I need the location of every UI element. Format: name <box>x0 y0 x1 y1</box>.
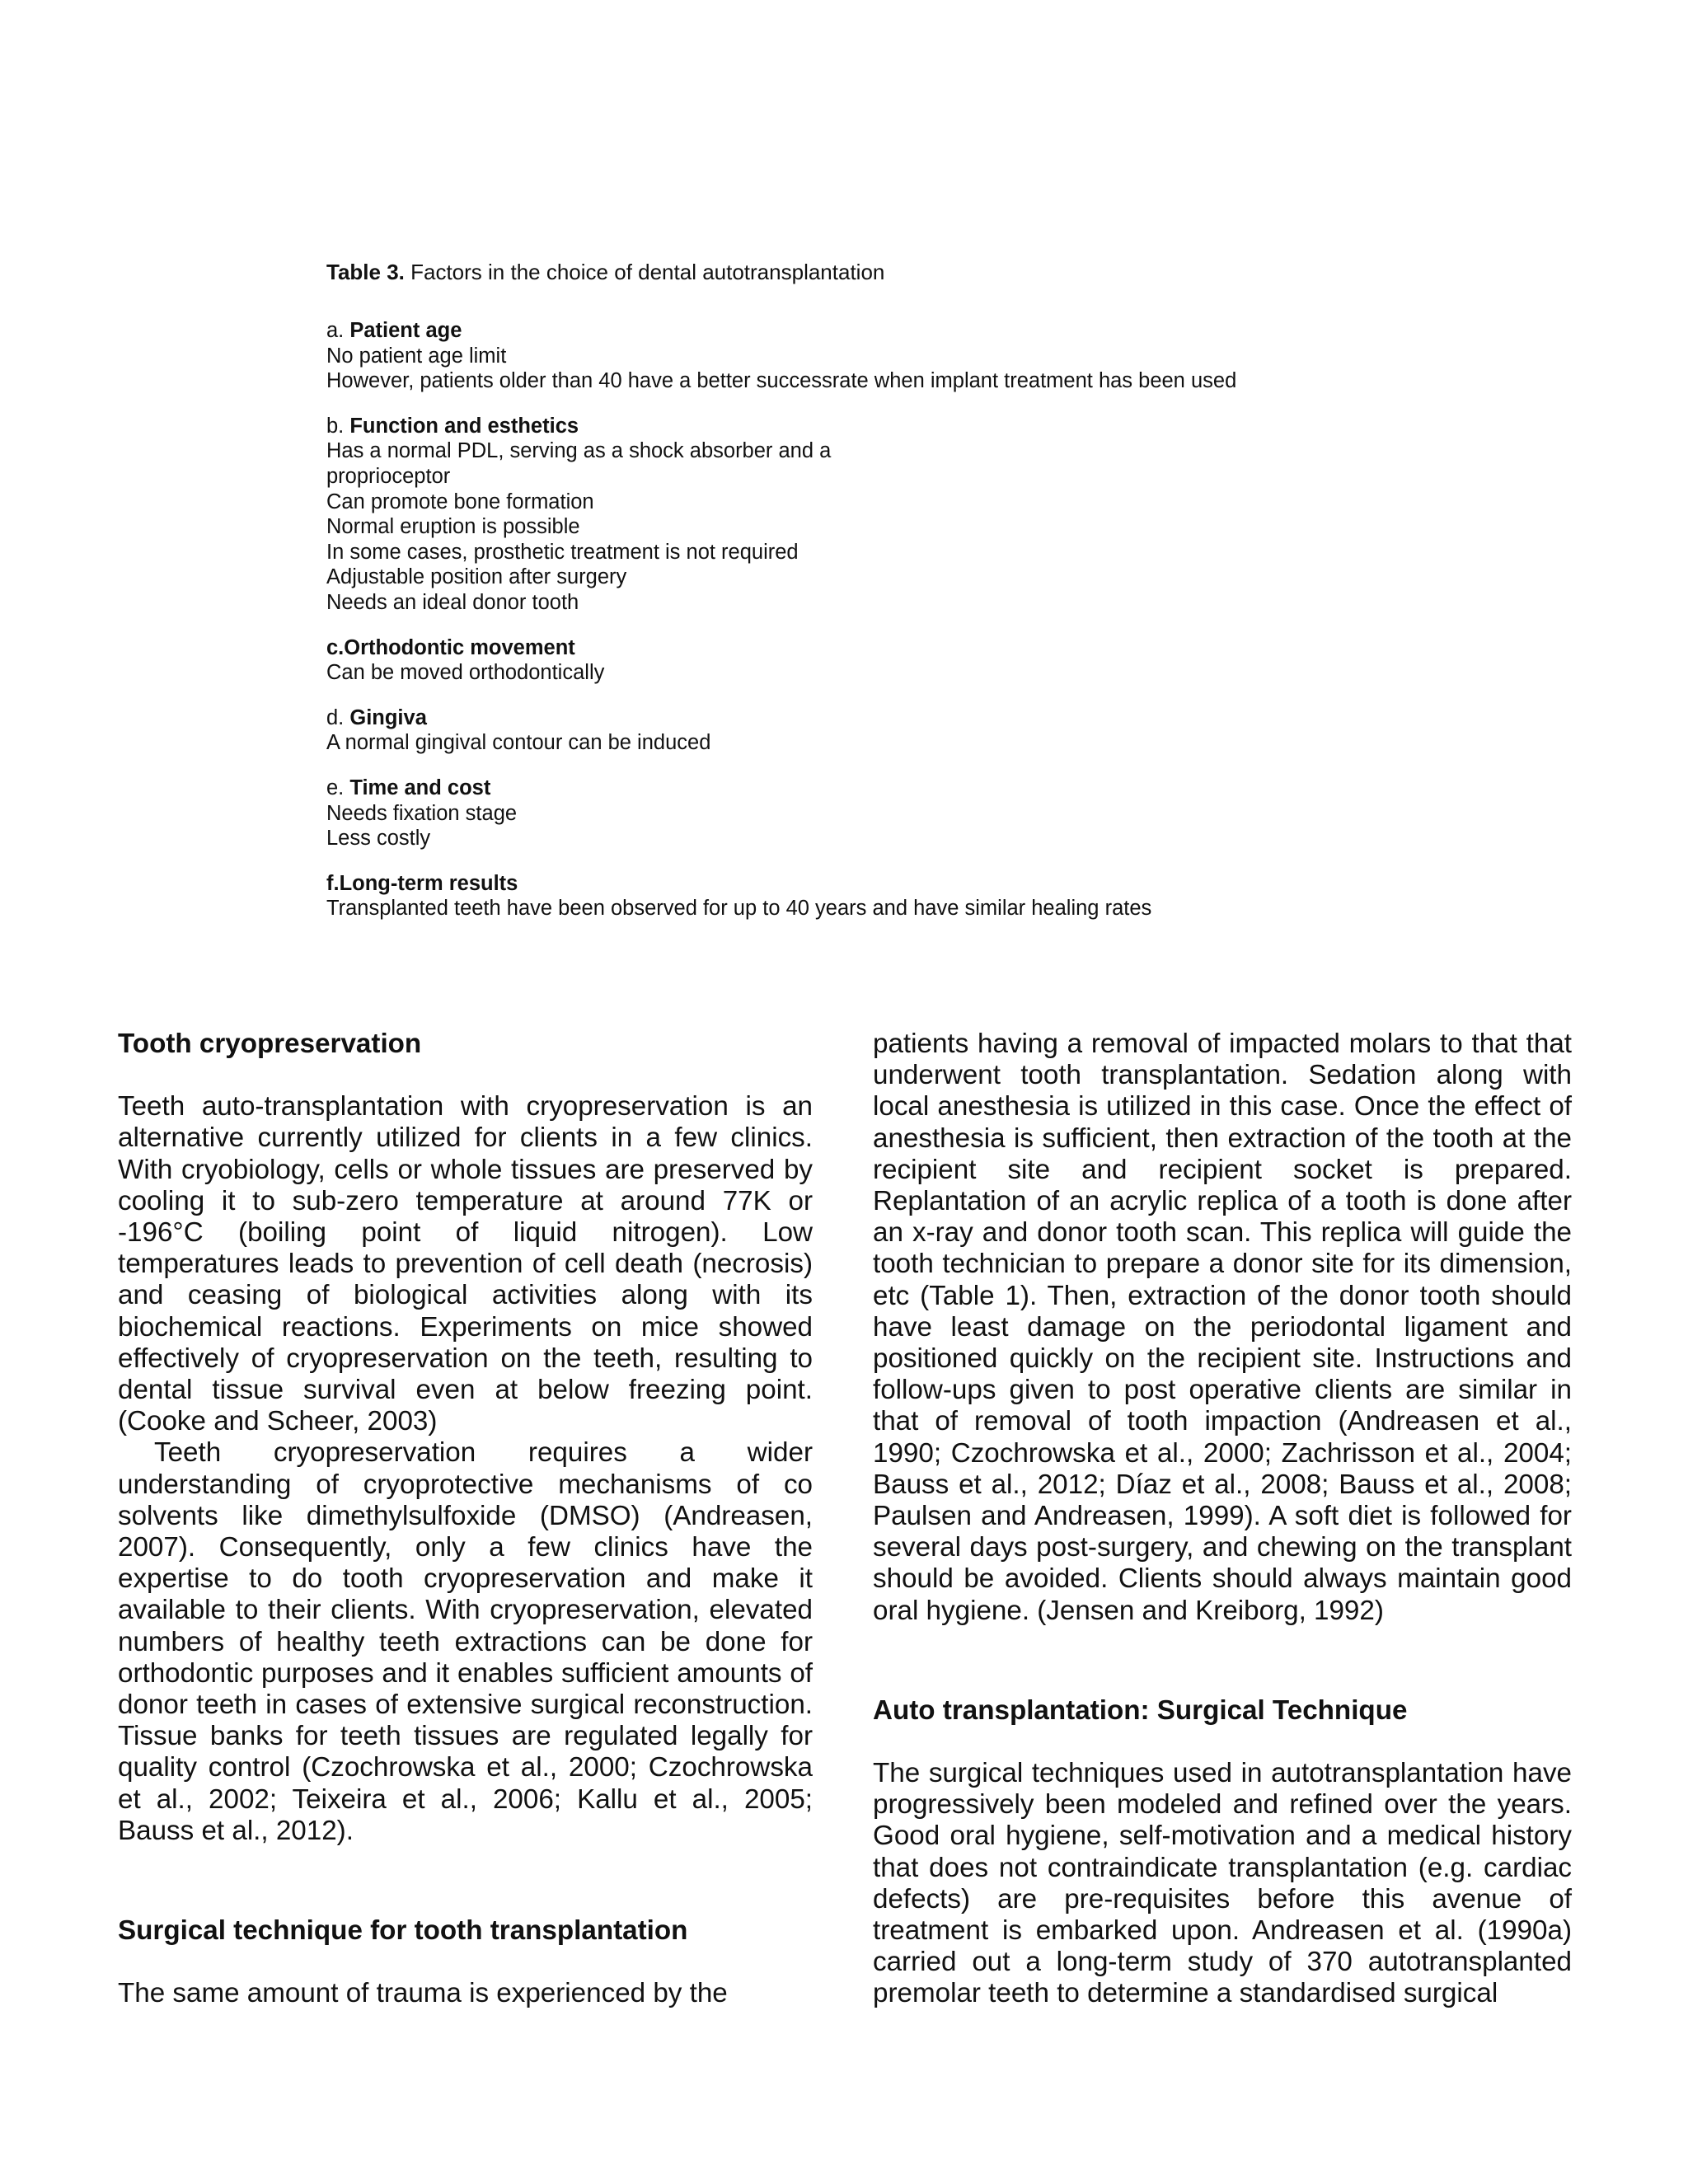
paragraph: The same amount of trauma is experienced by the <box>118 1978 728 2009</box>
factor-detail: In some cases, prosthetic treatment is not required <box>326 540 799 564</box>
factor-heading <box>326 318 1398 344</box>
factor-item <box>326 635 1398 686</box>
factor-detail: However, patients older than 40 have a better successrate when implant treatment has been used <box>326 369 1237 393</box>
factor-title: Time and cost <box>349 776 491 799</box>
factor-title: c.Orthodontic movement <box>326 635 575 659</box>
factor-detail: Needs an ideal donor tooth <box>326 590 579 614</box>
paragraph: Teeth cryopreservation requires a wider understanding of cryoprotective mechanisms of co solvents like dimethylsulfoxide (DMSO) (Andreasen, 2007). Consequently, only a few clinics have the expertise to do tooth cryopreservation and make it available to their clients. With cryopreservation, elevated numbers of healthy teeth extractions can be done for orthodontic purposes and it enables sufficient amounts of donor teeth in cases of extensive surgical reconstruction. Tissue banks for teeth tissues are regulated legally for quality control (Czochrowska et al., 2000; Czochrowska et al., 2002; Teixeira et al., 2006; Kallu et al., 2005; Bauss et al., 2012). <box>118 1437 813 1846</box>
paragraph: The surgical techniques used in autotransplantation have progressively been modeled and refined over the years. Good oral hygiene, self-motivation and a medical history that does not contraindicate transplantation (e.g. cardiac defects) are pre-requisites before this avenue of treatment is embarked upon. Andreasen et al. (1990a) carried out a long-term study of 370 autotransplanted premolar teeth to determine a standardised surgical <box>873 1758 1572 2009</box>
factor-item <box>326 776 1398 851</box>
factor-detail: No patient age limit <box>326 344 507 368</box>
paragraph: patients having a removal of impacted molars to that that underwent tooth transplantation. Sedation along with local anesthesia is utilized in this case. Once the effect of anesthesia is sufficient, then extraction of the tooth at the recipient site and recipient socket is prepared. Replantation of an acrylic replica of a tooth is done after an x-ray and donor tooth scan. This replica will guide the tooth technician to prepare a donor site for its dimension, etc (Table 1). Then, extraction of the donor tooth should have least damage on the periodontal ligament and positioned quickly on the recipient site. Instructions and follow-ups given to post operative clients are similar in that of removal of tooth impaction (Andreasen et al., 1990; Czochrowska et al., 2000; Zachrisson et al., 2004; Bauss et al., 2012; Díaz et al., 2008; Bauss et al., 2008; Paulsen and Andreasen, 1999). A soft diet is followed for several days post-surgery, and chewing on the transplant should be avoided. Clients should always maintain good oral hygiene. (Jensen and Kreiborg, 1992) <box>873 1029 1572 1626</box>
factor-list <box>326 318 1398 921</box>
paragraph: Teeth auto-transplantation with cryopreservation is an alternative currently utilized for clients in a few clinics. With cryobiology, cells or whole tissues are preserved by cooling it to sub-zero temperature at around 77K or -196°C (boiling point of liquid nitrogen). Low temperatures leads to prevention of cell death (necrosis) and ceasing of biological activities along with its biochemical reactions. Experiments on mice showed effectively of cryopreservation on the teeth, resulting to dental tissue survival even at below freezing point. (Cooke and Scheer, 2003) <box>118 1091 813 1437</box>
left-column <box>118 1029 813 2009</box>
factor-title: Patient age <box>349 319 462 342</box>
factor-detail: Needs fixation stage <box>326 801 518 825</box>
section-heading-surgical-technique: Surgical technique for tooth transplantation <box>118 1915 688 1947</box>
section-heading-cryopreservation: Tooth cryopreservation <box>118 1029 422 1059</box>
factor-title: Function and esthetics <box>349 414 579 438</box>
factor-item <box>326 705 1398 756</box>
factor-detail: proprioceptor <box>326 464 451 488</box>
factor-item <box>326 871 1398 921</box>
table-3 <box>326 257 1398 941</box>
factor-heading <box>326 871 1398 897</box>
factor-heading <box>326 414 1398 439</box>
section-heading-auto-transplantation: Auto transplantation: Surgical Technique <box>873 1694 1408 1726</box>
factor-title: f.Long-term results <box>326 871 518 895</box>
factor-heading <box>326 776 1398 801</box>
factor-detail: Normal eruption is possible <box>326 515 580 539</box>
factor-prefix: a. <box>326 319 350 342</box>
factor-prefix: d. <box>326 705 350 729</box>
factor-item <box>326 414 1398 616</box>
factor-detail: Can be moved orthodontically <box>326 661 605 685</box>
table-caption-label: Table 3. <box>326 260 405 284</box>
table-caption <box>326 257 1398 287</box>
factor-heading <box>326 635 1398 661</box>
factor-detail: Less costly <box>326 827 431 851</box>
factor-detail: Transplanted teeth have been observed for up to 40 years and have similar healing rates <box>326 897 1152 921</box>
factor-detail: Can promote bone formation <box>326 490 594 513</box>
factor-prefix: e. <box>326 776 350 799</box>
factor-item <box>326 318 1398 394</box>
factor-detail: A normal gingival contour can be induced <box>326 731 711 755</box>
right-column <box>873 1029 1572 2010</box>
table-caption-text: Factors in the choice of dental autotransplantation <box>404 260 885 284</box>
factor-detail: Has a normal PDL, serving as a shock absorber and a <box>326 439 832 463</box>
factor-heading <box>326 705 1398 731</box>
factor-prefix: b. <box>326 414 350 438</box>
factor-title: Gingiva <box>349 705 427 729</box>
factor-detail: Adjustable position after surgery <box>326 565 627 589</box>
